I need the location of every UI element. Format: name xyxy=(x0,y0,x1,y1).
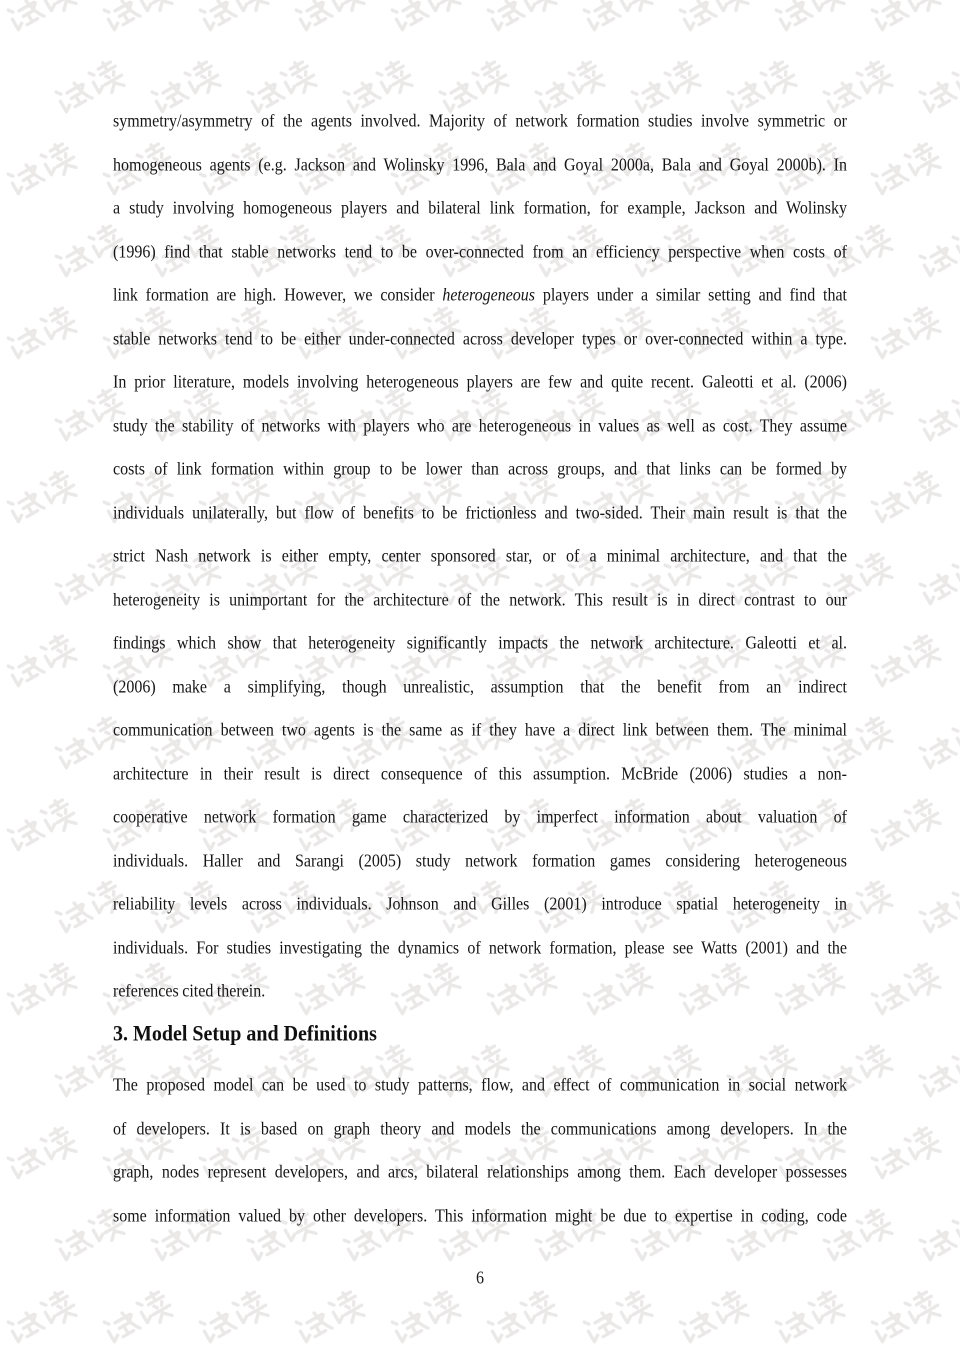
emphasis-text: heterogeneous xyxy=(442,285,536,306)
text-line: study the stability of networks with players who are heterogeneous in values as well as cost. They assume xyxy=(113,416,847,436)
text-segment: players under a similar setting and find that xyxy=(535,285,848,306)
text-line xyxy=(113,271,847,321)
paragraph-1 xyxy=(113,100,847,1014)
paragraph-2 xyxy=(113,1064,847,1238)
text-line: individuals. For studies investigating the dynamics of network formation, please see Watts (2001) and the xyxy=(113,938,847,958)
text-line: references cited therein. xyxy=(113,981,266,1002)
text-line: In prior literature, models involving heterogeneous players are few and quite recent. Galeotti et al. (2006) xyxy=(113,372,847,393)
text-segment: link formation are high. However, we consider xyxy=(113,285,443,306)
text-line: communication between two agents is the same as if they have a direct link between them. The minimal xyxy=(113,720,847,741)
text-line: individuals unilaterally, but flow of benefits to be frictionless and two-sided. Their main result is that the xyxy=(113,503,847,523)
text-line: (1996) find that stable networks tend to be over-connected from an efficiency perspective when costs of xyxy=(113,242,847,262)
text-line: heterogeneity is unimportant for the architecture of the network. This result is in direct contrast to our xyxy=(113,590,847,610)
text-line: cooperative network formation game characterized by imperfect information about valuation of xyxy=(113,807,847,828)
text-line: of developers. It is based on graph theory and models the communications among developers. In the xyxy=(113,1119,847,1139)
text-line: architecture in their result is direct consequence of this assumption. McBride (2006) studies a non- xyxy=(113,764,847,784)
text-line: symmetry/asymmetry of the agents involved. Majority of network formation studies involve symmetric or xyxy=(113,111,847,132)
text-line: individuals. Haller and Sarangi (2005) study network formation games considering heterogeneous xyxy=(113,851,847,871)
text-line: reliability levels across individuals. Johnson and Gilles (2001) introduce spatial heterogeneity in xyxy=(113,894,847,915)
text-line: graph, nodes represent developers, and arcs, bilateral relationships among them. Each developer possesses xyxy=(113,1162,847,1183)
text-line: findings which show that heterogeneity significantly impacts the network architecture. Galeotti et al. xyxy=(113,633,847,654)
section-heading: 3. Model Setup and Definitions xyxy=(113,1021,377,1047)
text-line: costs of link formation within group to be lower than across groups, and that links can be formed by xyxy=(113,459,847,480)
text-line: The proposed model can be used to study patterns, flow, and effect of communication in social network xyxy=(113,1075,847,1096)
page-number: 6 xyxy=(476,1268,484,1288)
text-line: some information valued by other developers. This information might be due to expertise in coding, code xyxy=(113,1206,847,1226)
text-line: homogeneous agents (e.g. Jackson and Wolinsky 1996, Bala and Goyal 2000a, Bala and Goyal 2000b). In xyxy=(113,155,847,175)
text-line: strict Nash network is either empty, center sponsored star, or of a minimal architecture, and that the xyxy=(113,546,847,567)
text-line: a study involving homogeneous players and bilateral link formation, for example, Jackson and Wolinsky xyxy=(113,198,847,219)
text-line: (2006) make a simplifying, though unrealistic, assumption that the benefit from an indirect xyxy=(113,677,847,697)
text-line: stable networks tend to be either under-connected across developer types or over-connected within a type. xyxy=(113,329,847,349)
